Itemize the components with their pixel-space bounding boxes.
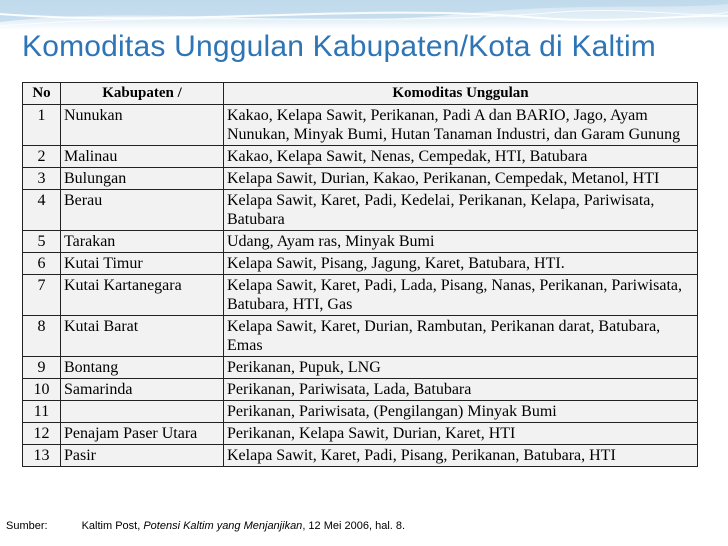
table-row [23,445,698,467]
header-band [0,0,728,30]
cell-kabupaten: Kutai Timur [61,253,224,275]
cell-no: 9 [23,357,61,379]
cell-no: 3 [23,168,61,190]
table-row [23,231,698,253]
table-row [23,146,698,168]
cell-no: 13 [23,445,61,467]
cell-kabupaten: Pasir [61,445,224,467]
cell-komoditas: Perikanan, Kelapa Sawit, Durian, Karet, HTI [224,423,698,445]
cell-kabupaten [61,401,224,423]
cell-kabupaten: Kutai Kartanegara [61,275,224,316]
cell-no: 4 [23,190,61,231]
source-details: , 12 Mei 2006, hal. 8. [302,520,406,532]
table-row [23,357,698,379]
cell-komoditas: Udang, Ayam ras, Minyak Bumi [224,231,698,253]
cell-kabupaten: Nunukan [61,105,224,146]
cell-komoditas: Kelapa Sawit, Karet, Padi, Pisang, Perikanan, Batubara, HTI [224,445,698,467]
table-row [23,105,698,146]
cell-komoditas: Kakao, Kelapa Sawit, Perikanan, Padi A dan BARIO, Jago, Ayam Nunukan, Minyak Bumi, Hutan Tanaman Industri, dan Garam Gunung [224,105,698,146]
cell-komoditas: Perikanan, Pariwisata, (Pengilangan) Minyak Bumi [224,401,698,423]
cell-kabupaten: Berau [61,190,224,231]
cell-no: 7 [23,275,61,316]
table-row [23,401,698,423]
cell-kabupaten: Penajam Paser Utara [61,423,224,445]
table-row [23,253,698,275]
cell-no: 11 [23,401,61,423]
cell-kabupaten: Malinau [61,146,224,168]
header-kabupaten: Kabupaten / [61,83,224,105]
source-article: Potensi Kaltim yang Menjanjikan [143,520,303,532]
table-header-row [23,83,698,105]
header-komoditas: Komoditas Unggulan [224,83,698,105]
decorative-wave [0,0,728,30]
table-row [23,275,698,316]
cell-no: 10 [23,379,61,401]
cell-no: 8 [23,316,61,357]
cell-komoditas: Perikanan, Pupuk, LNG [224,357,698,379]
cell-komoditas: Kakao, Kelapa Sawit, Nenas, Cempedak, HTI, Batubara [224,146,698,168]
table-row [23,423,698,445]
cell-kabupaten: Bulungan [61,168,224,190]
slide-title: Komoditas Unggulan Kabupaten/Kota di Kaltim [22,30,657,63]
table-row [23,190,698,231]
cell-komoditas: Kelapa Sawit, Durian, Kakao, Perikanan, Cempedak, Metanol, HTI [224,168,698,190]
source-label: Sumber: [6,520,48,532]
cell-no: 1 [23,105,61,146]
cell-no: 5 [23,231,61,253]
cell-no: 6 [23,253,61,275]
cell-komoditas: Kelapa Sawit, Karet, Padi, Lada, Pisang, Nanas, Perikanan, Pariwisata, Batubara, HTI, Gas [224,275,698,316]
cell-komoditas: Kelapa Sawit, Pisang, Jagung, Karet, Batubara, HTI. [224,253,698,275]
header-no: No [23,83,61,105]
table-row [23,316,698,357]
source-note [6,520,405,532]
cell-komoditas: Kelapa Sawit, Karet, Durian, Rambutan, Perikanan darat, Batubara, Emas [224,316,698,357]
cell-kabupaten: Tarakan [61,231,224,253]
source-publisher: Kaltim Post, [81,520,141,532]
cell-no: 12 [23,423,61,445]
cell-komoditas: Kelapa Sawit, Karet, Padi, Kedelai, Perikanan, Kelapa, Pariwisata, Batubara [224,190,698,231]
table-row [23,168,698,190]
cell-kabupaten: Samarinda [61,379,224,401]
cell-kabupaten: Kutai Barat [61,316,224,357]
commodity-table [22,82,698,467]
table-row [23,379,698,401]
cell-komoditas: Perikanan, Pariwisata, Lada, Batubara [224,379,698,401]
cell-no: 2 [23,146,61,168]
cell-kabupaten: Bontang [61,357,224,379]
